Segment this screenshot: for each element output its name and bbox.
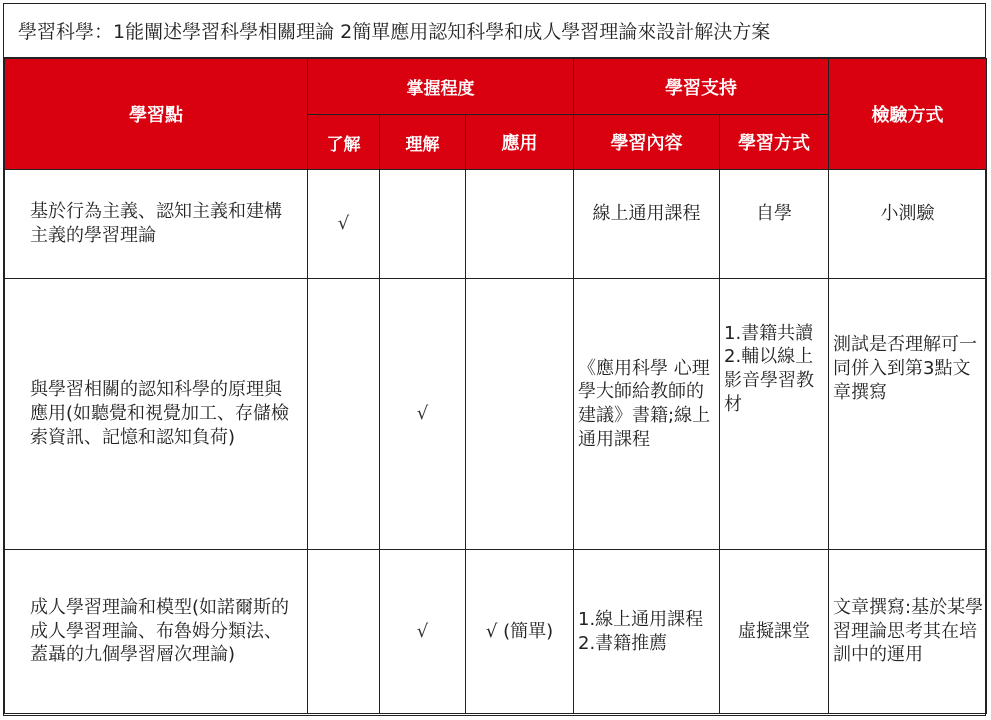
cell-understand-check: √	[380, 279, 466, 550]
cell-content	[574, 279, 720, 550]
table-row	[5, 170, 987, 279]
cell-assessment: 文章撰寫:基於某學習理論思考其在培訓中的運用	[829, 550, 987, 714]
content-text: 《應用科學 心理學大師給教師的建議》書籍;線上通用課程	[578, 357, 711, 450]
header-method: 學習方式	[720, 115, 829, 170]
cell-understand-check: √	[380, 550, 466, 714]
cell-understand-check	[380, 170, 466, 279]
header-know: 了解	[308, 115, 380, 170]
method-text: 自學	[756, 203, 792, 225]
table-row	[5, 279, 987, 550]
document-title: 學習科學：1能闡述學習科學相關理論 2簡單應用認知科學和成人學習理論來設計解決方案	[4, 4, 985, 58]
assessment-text: 小測驗	[880, 203, 935, 225]
cell-assessment	[829, 279, 987, 550]
cell-know-check	[308, 550, 380, 714]
header-row-1	[5, 59, 987, 115]
header-understand: 理解	[380, 115, 466, 170]
content-text: 線上通用課程	[592, 203, 701, 225]
cell-content: 1.線上通用課程2.書籍推薦	[574, 550, 720, 714]
cell-apply	[466, 170, 574, 279]
header-apply: 應用	[466, 115, 574, 170]
header-assessment: 檢驗方式	[829, 59, 987, 170]
cell-content	[574, 170, 720, 279]
method-text: 1.書籍共讀2.輔以線上影音學習教材	[724, 322, 814, 415]
cell-method: 虛擬課堂	[720, 550, 829, 714]
cell-method	[720, 279, 829, 550]
cell-assessment	[829, 170, 987, 279]
header-mastery-level: 掌握程度	[308, 59, 574, 115]
learning-plan-table	[4, 58, 987, 714]
cell-apply: √ (簡單)	[466, 550, 574, 714]
cell-method	[720, 170, 829, 279]
header-learning-support: 學習支持	[574, 59, 829, 115]
assessment-text: 測試是否理解可一同併入到第3點文章撰寫	[833, 334, 977, 403]
cell-apply	[466, 279, 574, 550]
cell-know-check	[308, 279, 380, 550]
header-learning-point: 學習點	[5, 59, 308, 170]
header-content: 學習內容	[574, 115, 720, 170]
table-row	[5, 550, 987, 714]
cell-know-check: √	[308, 170, 380, 279]
cell-learning-point: 成人學習理論和模型(如諾爾斯的成人學習理論、布魯姆分類法、蓋聶的九個學習層次理論)	[5, 550, 308, 714]
cell-learning-point: 與學習相關的認知科學的原理與應用(如聽覺和視覺加工、存儲檢索資訊、記憶和認知負荷)	[5, 279, 308, 550]
cell-learning-point: 基於行為主義、認知主義和建構主義的學習理論	[5, 170, 308, 279]
